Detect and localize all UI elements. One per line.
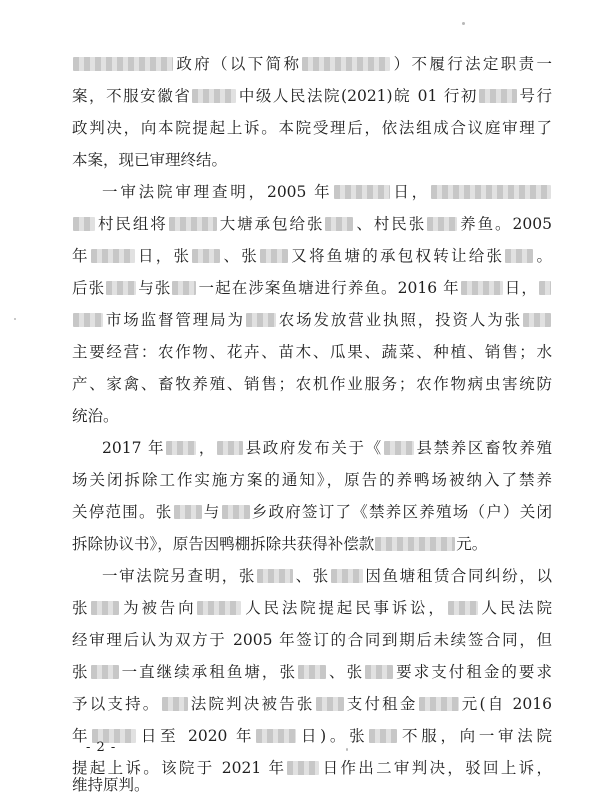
line-text: 为被告向 (120, 599, 197, 617)
line-text: 予以支持。 (72, 695, 161, 713)
redaction-mark (73, 217, 95, 231)
text-line-9 (72, 310, 552, 330)
redaction-mark (325, 217, 353, 231)
line-text: 法院判决被告张 (188, 695, 315, 713)
text-line-1 (72, 54, 552, 74)
redaction-mark (334, 185, 390, 199)
line-text: 统治。 (72, 407, 119, 425)
text-line-20 (72, 662, 552, 682)
redaction-mark (192, 249, 220, 263)
redaction-mark (298, 665, 326, 679)
line-text: 关停范围。张 (72, 503, 173, 521)
redaction-mark (505, 249, 533, 263)
line-text: 一起在涉案鱼塘进行养鱼。2016 年 (197, 279, 460, 297)
text-line-22 (72, 726, 552, 746)
redaction-mark (162, 697, 188, 711)
text-line-13 (102, 438, 552, 458)
line-text: 县政府发布关于《 (243, 439, 383, 457)
line-text: 、村民张 (354, 215, 427, 233)
line-text: 农场发放营业执照，投资人为张 (276, 311, 522, 329)
line-text: 元。 (456, 535, 488, 553)
line-text: ， (197, 439, 216, 457)
line-text: 号行 (517, 87, 552, 105)
line-text: 市场监督管理局为 (104, 311, 245, 329)
line-text: 政府（以下简称 (174, 55, 302, 73)
line-text: 。 (534, 247, 552, 265)
line-text: 案，不服安徽省 (72, 87, 192, 105)
line-text: 与 (202, 503, 221, 521)
line-text: 政判决，向本院提起上诉。本院受理后，依法组成合议庭审理了 (72, 119, 552, 137)
line-text: 一审法院审理查明，2005 年 (102, 183, 333, 201)
line-text: 、张 (293, 567, 330, 585)
line-text: 张 (72, 599, 91, 617)
redaction-mark (427, 217, 457, 231)
redaction-mark (369, 729, 397, 743)
line-text: 维持原判。 (72, 776, 150, 794)
line-text: 张 (72, 663, 90, 681)
line-text: 乡政府签订了《禁养区养殖场（户）关闭 (250, 503, 552, 521)
line-text: 年 (72, 247, 90, 265)
line-text: 养鱼。2005 (458, 215, 552, 233)
scan-speck (14, 318, 16, 320)
text-line-7 (72, 246, 552, 266)
redaction-mark (419, 697, 459, 711)
line-text: 日)。张 (297, 727, 369, 745)
text-line-3 (72, 118, 552, 138)
line-text: 日至 2020 年 (137, 727, 256, 745)
line-text: 产、家禽、畜牧养殖、销售；农机作业服务；农作物病虫害统防 (72, 375, 552, 393)
redaction-mark (260, 249, 288, 263)
text-line-19 (72, 630, 552, 650)
line-text: 年 (72, 727, 92, 745)
line-text: 场关闭拆除工作实施方案的通知》，原告的养鸭场被纳入了禁养 (72, 471, 552, 489)
redaction-mark (257, 569, 293, 583)
redaction-mark (479, 89, 517, 103)
line-text: 日作出二审判决，驳回上诉， (320, 759, 552, 777)
text-line-18 (72, 598, 552, 618)
line-text: 元(自 2016 (459, 695, 552, 713)
page-number: - 2 - (86, 740, 117, 755)
line-text: 人民法院 (478, 599, 552, 617)
text-line-16 (72, 534, 552, 554)
text-line-24 (72, 775, 552, 795)
text-line-15 (72, 502, 552, 522)
redaction-mark (365, 665, 393, 679)
line-text: 经审理后认为双方于 2005 年签订的合同到期后未续签合同，但 (72, 631, 552, 649)
redaction-mark (73, 57, 173, 71)
line-text: 大塘承包给张 (217, 215, 325, 233)
line-text: 本案，现已审理终结。 (72, 151, 228, 169)
line-text: 中级人民法院(2021)皖 01 行初 (237, 87, 478, 105)
redaction-mark (316, 697, 344, 711)
redaction-mark (91, 665, 119, 679)
line-text: 人民法院提起民事诉讼， (242, 599, 447, 617)
redaction-mark (172, 281, 196, 295)
line-text: 日，张 (135, 247, 192, 265)
redaction-mark (384, 441, 414, 455)
redaction-mark (302, 57, 390, 71)
redaction-mark (192, 89, 236, 103)
line-text: 2017 年 (102, 439, 166, 457)
line-text: 一直继续承租鱼塘，张 (119, 663, 297, 681)
redaction-mark (375, 537, 455, 551)
redaction-mark (91, 601, 119, 615)
text-line-6 (72, 214, 552, 234)
text-line-11 (72, 374, 552, 394)
text-line-14 (72, 470, 552, 490)
redaction-mark (523, 313, 551, 327)
scan-speck (462, 22, 465, 25)
redaction-mark (461, 281, 503, 295)
line-text: 又将鱼塘的承包权转让给张 (289, 247, 505, 265)
line-text: 拆除协议书》，原告因鸭棚拆除共获得补偿款 (72, 535, 375, 553)
line-text: 、张 (221, 247, 259, 265)
redaction-mark (166, 441, 196, 455)
line-text: 村民组将 (96, 215, 168, 233)
redaction-mark (256, 729, 296, 743)
text-line-4 (72, 150, 552, 170)
redaction-mark (73, 313, 103, 327)
line-text: 因鱼塘租赁合同纠纷，以 (363, 567, 552, 585)
line-text: 与张 (137, 279, 172, 297)
text-line-12 (72, 406, 552, 426)
redaction-mark (222, 505, 250, 519)
line-text: 后张 (72, 279, 106, 297)
redaction-mark (217, 441, 243, 455)
redaction-mark (106, 281, 136, 295)
text-line-10 (72, 342, 552, 362)
line-text: 提起上诉。该院于 2021 年 (72, 759, 287, 777)
line-text: 要求支付租金的要求 (394, 663, 552, 681)
text-line-21 (72, 694, 552, 714)
redaction-mark (174, 505, 202, 519)
redaction-mark (331, 569, 363, 583)
redaction-mark (91, 249, 135, 263)
line-text: 、张 (326, 663, 365, 681)
redaction-mark (431, 185, 551, 199)
redaction-mark (169, 217, 217, 231)
line-text: 不服，向一审法院 (398, 727, 552, 745)
text-line-5 (102, 182, 552, 202)
line-text: 一审法院另查明，张 (102, 567, 256, 585)
redaction-mark (197, 601, 241, 615)
line-text: 支付租金 (344, 695, 418, 713)
text-line-17 (102, 566, 552, 586)
redaction-mark (539, 281, 551, 295)
line-text: 日， (390, 183, 430, 201)
scan-speck (346, 748, 348, 751)
redaction-mark (448, 601, 478, 615)
line-text: ）不履行法定职责一 (391, 55, 552, 73)
redaction-mark (246, 313, 276, 327)
line-text: 主要经营：农作物、花卉、苗木、瓜果、蔬菜、种植、销售；水 (72, 343, 552, 361)
text-line-2 (72, 86, 552, 106)
line-text: 日， (503, 279, 538, 297)
text-line-8 (72, 278, 552, 298)
redaction-mark (287, 761, 319, 775)
line-text: 县禁养区畜牧养殖 (414, 439, 552, 457)
